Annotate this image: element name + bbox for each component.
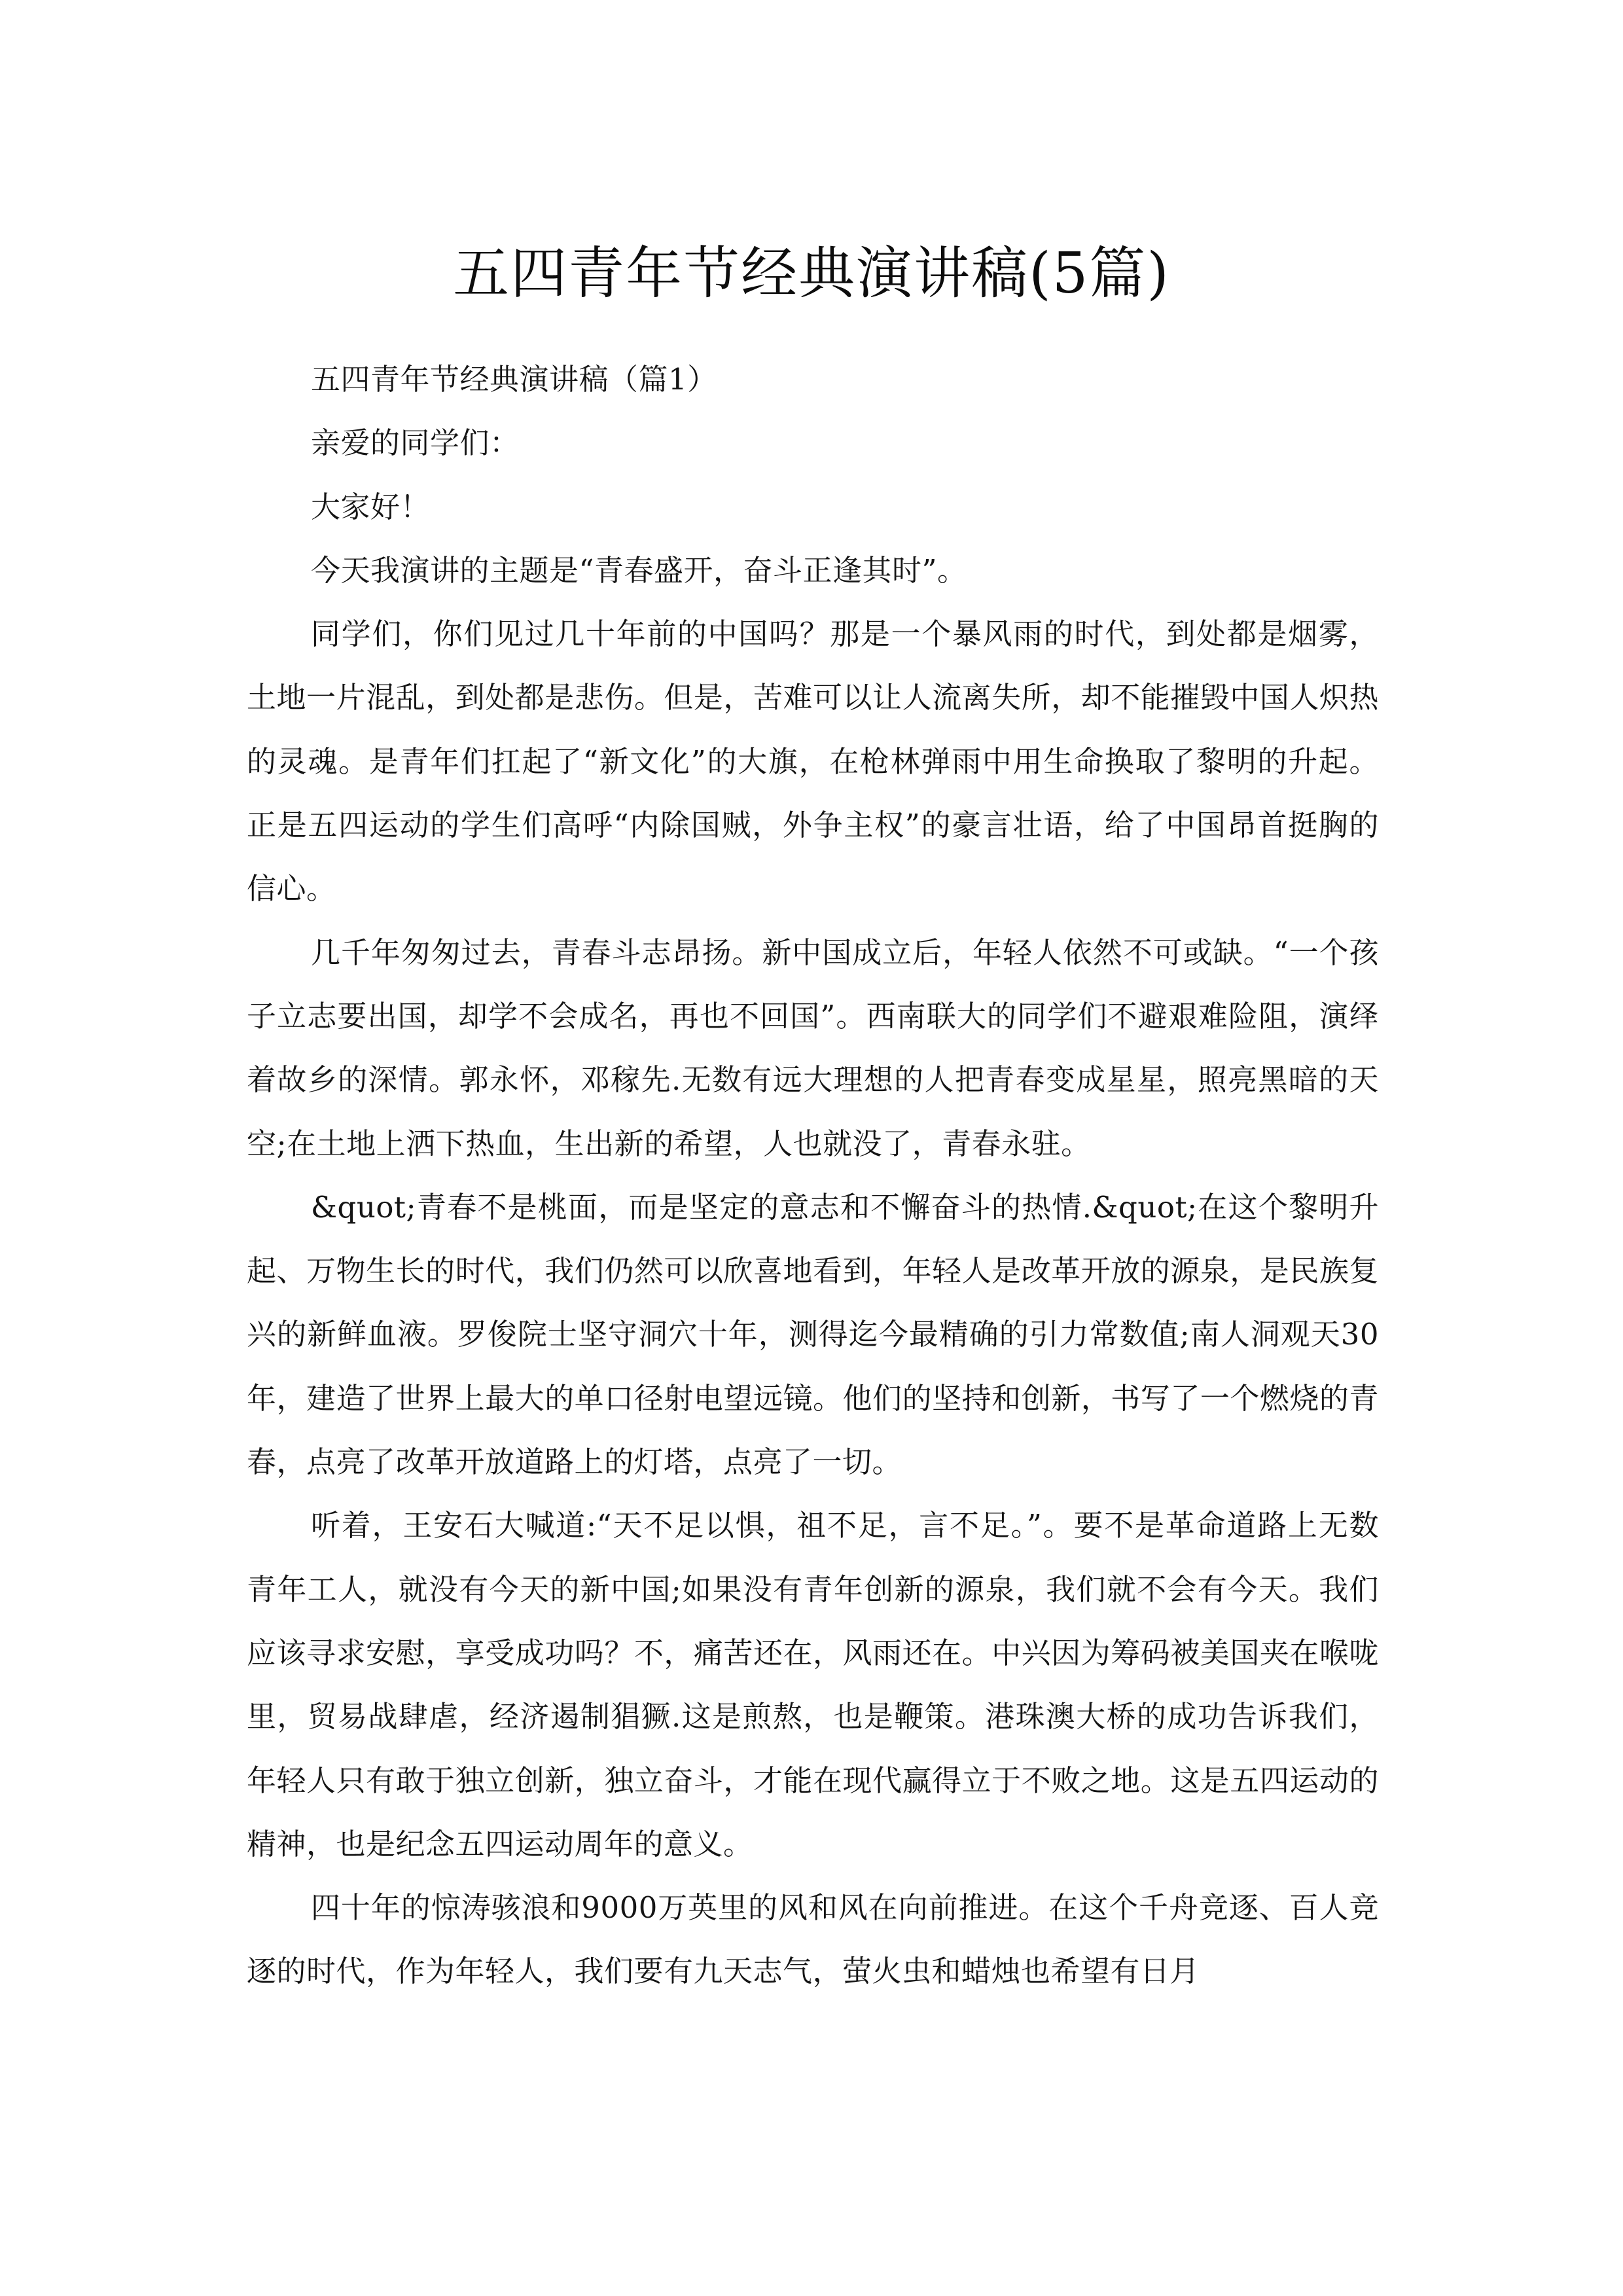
- body-paragraph: 四十年的惊涛骇浪和9000万英里的风和风在向前推进。在这个千舟竞逐、百人竞逐的时代，作为年轻人，我们要有九天志气，萤火虫和蜡烛也希望有日月: [247, 1890, 1379, 1989]
- body-paragraph: 几千年匆匆过去，青春斗志昂扬。新中国成立后，年轻人依然不可或缺。“一个孩子立志要出国，却学不会成名，再也不回国”。西南联大的同学们不避艰难险阻，演绎着故乡的深情。郭永怀，邓稼先.无数有远大理想的人把青春变成星星，照亮黑暗的天空;在土地上洒下热血，生出新的希望，人也就没了，青春永驻。: [247, 935, 1379, 1161]
- body-paragraph: 同学们，你们见过几十年前的中国吗？那是一个暴风雨的时代，到处都是烟雾，土地一片混乱，到处都是悲伤。但是，苦难可以让人流离失所，却不能摧毁中国人炽热的灵魂。是青年们扛起了“新文化”的大旗，在枪林弹雨中用生命换取了黎明的升起。正是五四运动的学生们高呼“内除国贼，外争主权”的豪言壮语，给了中国昂首挺胸的信心。: [247, 617, 1379, 906]
- body-paragraph: &quot;青春不是桃面，而是坚定的意志和不懈奋斗的热情.&quot;在这个黎明升起、万物生长的时代，我们仍然可以欣喜地看到，年轻人是改革开放的源泉，是民族复兴的新鲜血液。罗俊院士坚守洞穴十年，测得迄今最精确的引力常数值;南人洞观天30年，建造了世界上最大的单口径射电望远镜。他们的坚持和创新，书写了一个燃烧的青春，点亮了改革开放道路上的灯塔，点亮了一切。: [247, 1189, 1379, 1480]
- section-heading: 五四青年节经典演讲稿（篇1）: [311, 362, 717, 397]
- salutation: 亲爱的同学们：: [311, 425, 520, 461]
- document-title: 五四青年节经典演讲稿(5篇): [453, 240, 1170, 306]
- document-body: [247, 348, 1379, 2003]
- greeting: 大家好！: [311, 489, 431, 524]
- body-paragraph: 听着，王安石大喊道:“天不足以惧，祖不足，言不足。”。要不是革命道路上无数青年工人，就没有今天的新中国;如果没有青年创新的源泉，我们就不会有今天。我们应该寻求安慰，享受成功吗？不，痛苦还在，风雨还在。中兴因为筹码被美国夹在喉咙里，贸易战肆虐，经济遏制猖獗.这是煎熬，也是鞭策。港珠澳大桥的成功告诉我们，年轻人只有敢于独立创新，独立奋斗，才能在现代赢得立于不败之地。这是五四运动的精神，也是纪念五四运动周年的意义。: [247, 1508, 1379, 1861]
- speech-topic: 今天我演讲的主题是“青春盛开，奋斗正逢其时”。: [311, 552, 967, 588]
